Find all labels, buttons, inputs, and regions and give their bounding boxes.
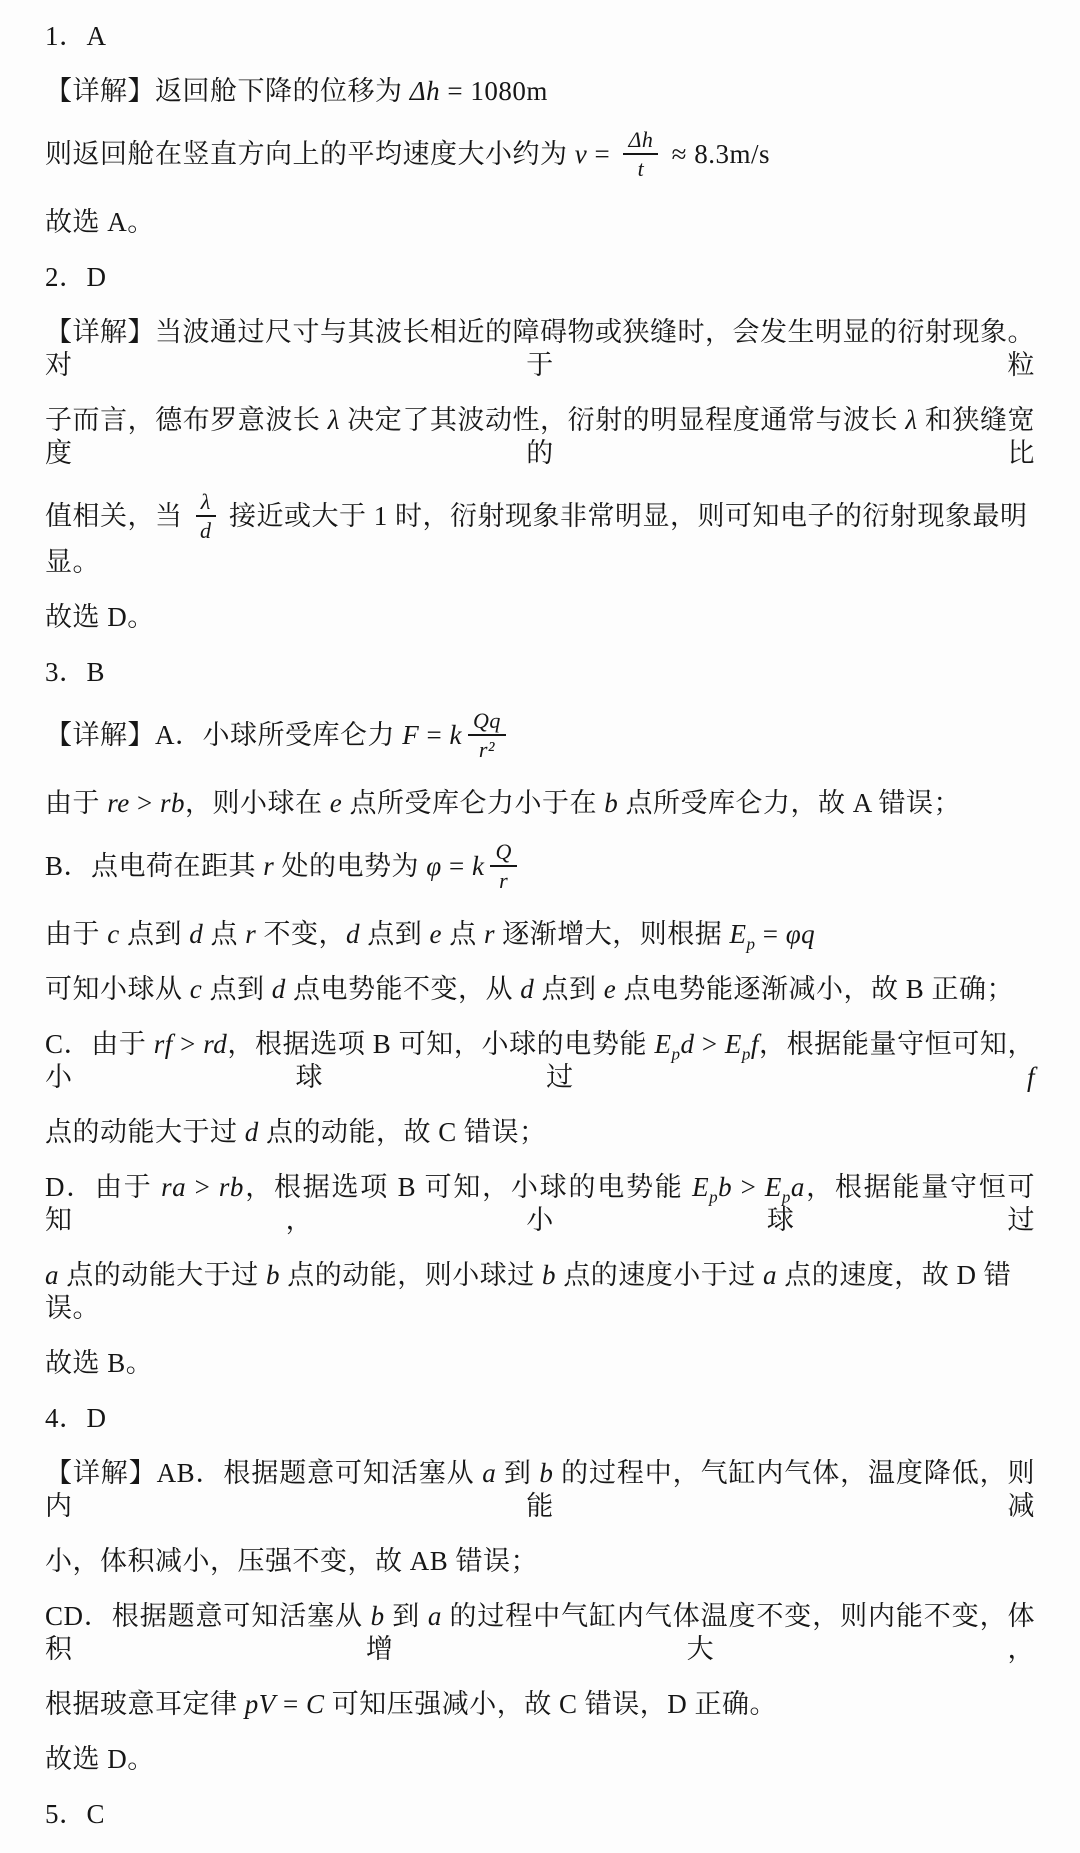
text-run: 故选 D。 — [45, 1744, 155, 1774]
text-run: > — [129, 788, 160, 818]
text-run: 根据玻意耳定律 — [45, 1689, 245, 1719]
math-variable: ra — [161, 1172, 187, 1202]
explanation-line — [45, 1028, 1035, 1094]
text-run: 点到 — [534, 974, 604, 1004]
math-variable: k — [449, 720, 462, 751]
text-run: 由于 — [45, 788, 108, 818]
text-run: 的过程中，气缸内气体，温度降低，则内能减 — [45, 1458, 1036, 1521]
math-fraction — [623, 127, 658, 181]
text-run: D．由于 — [45, 1172, 162, 1202]
text-run: 逐渐增大，则根据 — [495, 919, 730, 949]
text-run: B．点电荷在距其 — [45, 851, 264, 882]
math-variable: φ — [426, 851, 442, 882]
math-variable: f — [750, 1029, 759, 1059]
text-run: 点的动能，故 C 错误； — [258, 1117, 547, 1147]
fraction-numerator: Qq — [468, 708, 506, 736]
text-run: 1．A — [45, 21, 107, 51]
answer-number-1 — [45, 20, 1035, 53]
text-run: = — [441, 851, 472, 882]
math-variable: C — [305, 1689, 325, 1719]
text-run: ，根据选项 B 可知，小球的电势能 — [243, 1172, 693, 1202]
math-variable: λ — [327, 405, 340, 435]
text-run: = — [587, 139, 618, 170]
math-variable: e — [603, 974, 617, 1004]
math-variable: rf — [153, 1029, 173, 1059]
conclusion-line — [45, 1347, 1035, 1380]
math-variable: r — [263, 851, 275, 882]
math-variable: pV — [244, 1689, 276, 1719]
explanation-line — [45, 1116, 1035, 1149]
math-variable: a — [427, 1601, 442, 1631]
math-variable: f — [1026, 1062, 1035, 1092]
math-variable-with-subscript — [654, 1029, 681, 1064]
math-variable: e — [329, 788, 343, 818]
text-run: 故选 B。 — [45, 1348, 154, 1378]
text-run: 点的速度小于过 — [556, 1260, 763, 1290]
subscript: p — [741, 1044, 751, 1064]
subscript: p — [746, 934, 756, 954]
math-variable: r — [483, 919, 495, 949]
text-run: 5．C — [45, 1799, 106, 1829]
fraction-denominator: d — [200, 518, 212, 543]
explanation-line — [45, 1457, 1035, 1523]
fraction-numerator: λ — [196, 489, 216, 517]
text-run: ，根据能量守恒可知，小球过 — [45, 1172, 1036, 1235]
math-variable: a — [763, 1260, 777, 1290]
math-variable: b — [370, 1601, 385, 1631]
math-variable-with-subscript — [764, 1172, 791, 1207]
math-variable: c — [107, 919, 120, 949]
formula-line — [45, 127, 1035, 184]
conclusion-line — [45, 206, 1035, 239]
math-variable: k — [471, 851, 485, 882]
text-run: = — [419, 720, 450, 751]
math-variable: v — [574, 139, 588, 170]
explanation-line — [45, 1171, 1035, 1237]
text-run: 点的动能大于过 — [59, 1260, 266, 1290]
formula-line — [45, 839, 1035, 896]
math-variable: a — [45, 1260, 59, 1290]
text-run: 点到 — [202, 974, 272, 1004]
subscript-base: E — [729, 919, 747, 949]
math-variable: rd — [203, 1029, 228, 1059]
text-run: 点到 — [119, 919, 190, 949]
text-run: C．由于 — [45, 1029, 154, 1059]
text-run: 处的电势为 — [274, 851, 427, 882]
fraction-numerator: Q — [490, 839, 516, 867]
text-run: 点到 — [360, 919, 430, 949]
subscript-base: E — [692, 1172, 710, 1202]
text-run: 点所受库仑力，故 A 错误； — [618, 788, 961, 818]
text-run: 点电势能不变，从 — [285, 974, 521, 1004]
text-run: ，则小球在 — [185, 788, 330, 818]
subscript-base: E — [764, 1172, 782, 1202]
math-variable-with-subscript — [724, 1029, 751, 1064]
explanation-line — [45, 404, 1035, 470]
math-variable: d — [271, 974, 286, 1004]
math-variable: b — [718, 1172, 733, 1202]
text-run: 4．D — [45, 1403, 107, 1433]
math-variable: rb — [159, 788, 185, 818]
math-variable: b — [266, 1260, 280, 1290]
answer-number-3 — [45, 656, 1035, 689]
subscript: p — [671, 1044, 681, 1064]
text-run: 【详解】返回舱下降的位移为 — [45, 76, 410, 106]
math-variable: a — [790, 1172, 805, 1202]
fraction-denominator: t — [637, 156, 645, 181]
text-run: = 1080m — [440, 76, 548, 106]
math-variable: c — [189, 974, 203, 1004]
text-run: > — [186, 1172, 219, 1202]
math-fraction — [196, 489, 216, 543]
text-run: = — [755, 919, 786, 949]
explanation-line — [45, 787, 1035, 820]
subscript-base: E — [724, 1029, 742, 1059]
math-fraction — [490, 839, 516, 893]
text-run: > — [172, 1029, 204, 1059]
text-run: = — [275, 1689, 306, 1719]
text-run: 点的速度，故 D 错误。 — [45, 1260, 1012, 1323]
text-run: CD．根据题意可知活塞从 — [45, 1601, 371, 1631]
answer-number-5 — [45, 1798, 1035, 1831]
conclusion-line — [45, 1743, 1035, 1776]
text-run: 点的动能，则小球过 — [280, 1260, 542, 1290]
explanation-line — [45, 1688, 1035, 1721]
math-variable: r — [245, 919, 257, 949]
text-run: 由于 — [45, 919, 108, 949]
text-run: 点的动能大于过 — [45, 1117, 245, 1147]
text-run: 子而言，德布罗意波长 — [45, 405, 328, 435]
text-run: 点电势能逐渐减小，故 B 正确； — [616, 974, 1014, 1004]
explanation-line — [45, 973, 1035, 1006]
explanation-line — [45, 1259, 1035, 1325]
text-run: 【详解】AB．根据题意可知活塞从 — [45, 1458, 483, 1488]
text-run: 【详解】当波通过尺寸与其波长相近的障碍物或狭缝时，会发生明显的衍射现象。对于粒 — [45, 317, 1035, 380]
text-run: 2．D — [45, 262, 107, 292]
text-run: 则返回舱在竖直方向上的平均速度大小约为 — [45, 139, 575, 170]
explanation-line — [45, 316, 1035, 382]
text-run: 到 — [496, 1458, 540, 1488]
subscript-base: E — [654, 1029, 672, 1059]
text-run: 3．B — [45, 657, 106, 687]
text-run: 【详解】A．小球所受库仑力 — [45, 720, 403, 751]
formula-line — [45, 489, 1035, 579]
math-variable: Δh — [409, 76, 441, 106]
subscript: p — [709, 1187, 719, 1207]
text-run: > — [694, 1029, 725, 1059]
math-variable: λ — [905, 405, 918, 435]
math-variable: rb — [218, 1172, 244, 1202]
math-variable: F — [402, 720, 420, 751]
text-run: ，根据能量守恒可知，小球过 — [45, 1029, 1036, 1092]
text-run: 的过程中气缸内气体温度不变，则内能不变，体积增大， — [45, 1601, 1036, 1664]
math-fraction — [468, 708, 506, 762]
text-run: 值相关，当 — [45, 501, 190, 532]
math-variable: b — [539, 1458, 554, 1488]
text-run: ，根据选项 B 可知，小球的电势能 — [227, 1029, 655, 1059]
text-run: 接近或大于 1 时，衍射现象非常明显，则可知电子的衍射现象最明显。 — [45, 501, 1028, 577]
math-variable: e — [429, 919, 442, 949]
answer-number-2 — [45, 261, 1035, 294]
text-run: > — [732, 1172, 765, 1202]
fraction-denominator: r — [499, 868, 509, 893]
text-run: 故选 A。 — [45, 207, 155, 237]
text-run: 点 — [441, 919, 484, 949]
math-variable: d — [680, 1029, 695, 1059]
math-variable: φq — [785, 919, 816, 949]
text-run: 故选 D。 — [45, 602, 155, 632]
text-run: 不变， — [256, 919, 346, 949]
fraction-denominator: r² — [478, 737, 495, 762]
subscript: p — [781, 1187, 791, 1207]
math-variable: d — [346, 919, 360, 949]
text-run: 可知压强减小，故 C 错误，D 正确。 — [324, 1689, 778, 1719]
text-run: 和狭缝宽度的比 — [45, 405, 1036, 468]
fraction-numerator: Δh — [623, 127, 658, 155]
math-variable: b — [542, 1260, 556, 1290]
formula-line — [45, 708, 1035, 765]
explanation-line — [45, 1545, 1035, 1578]
text-run: 点 — [203, 919, 246, 949]
text-run: 点所受库仑力小于在 — [342, 788, 605, 818]
math-variable-with-subscript — [729, 919, 756, 954]
text-run: 可知小球从 — [45, 974, 190, 1004]
text-run: ≈ 8.3m/s — [664, 139, 770, 170]
answer-number-4 — [45, 1402, 1035, 1435]
conclusion-line — [45, 601, 1035, 634]
explanation-line — [45, 1600, 1035, 1666]
explanation-line — [45, 75, 1035, 108]
math-variable: b — [604, 788, 619, 818]
explanation-line — [45, 918, 1035, 954]
math-variable: d — [520, 974, 535, 1004]
text-run: 到 — [384, 1601, 428, 1631]
math-variable: re — [107, 788, 130, 818]
math-variable: d — [189, 919, 204, 949]
text-run: 决定了其波动性，衍射的明显程度通常与波长 — [339, 405, 906, 435]
math-variable: d — [244, 1117, 259, 1147]
text-run: 小，体积减小，压强不变，故 AB 错误； — [45, 1546, 539, 1576]
math-variable-with-subscript — [692, 1172, 719, 1207]
math-variable: a — [482, 1458, 497, 1488]
